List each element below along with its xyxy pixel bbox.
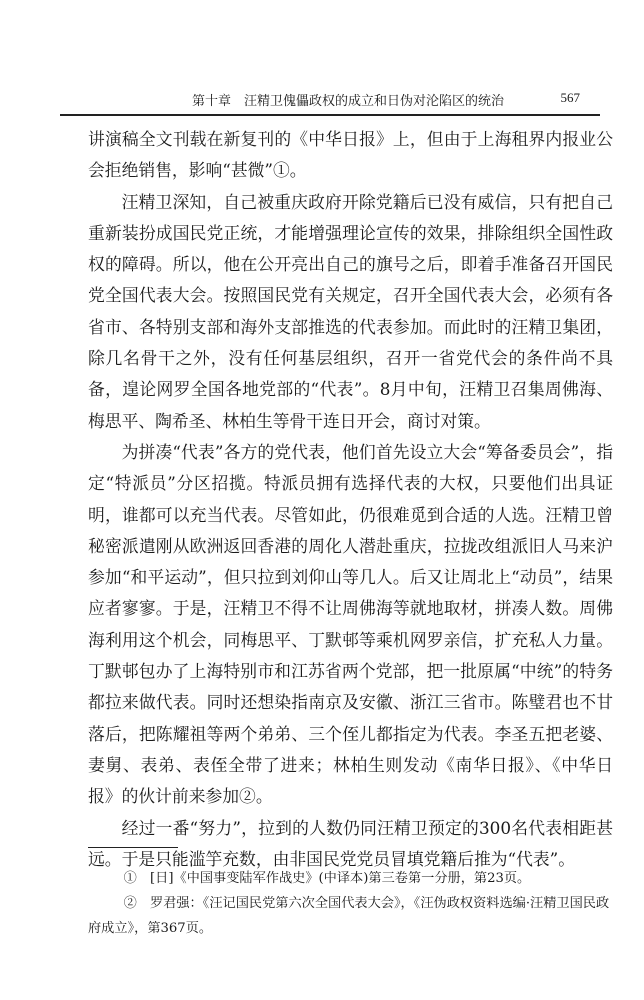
footnote: ② 罗君强：《汪记国民党第六次全国代表大会》，《汪伪政权资料选编·汪精卫国民政府成立》，第367页。 (88, 896, 610, 936)
paragraph: 讲演稿全文刊载在新复刊的《中华日报》上，但由于上海租界内报业公会拒绝销售，影响“甚微”①。 (88, 129, 613, 181)
paragraph: 为拼凑“代表”各方的党代表，他们首先设立大会“筹备委员会”，指定“特派员”分区招揽。特派员拥有选择代表的大权，只要他们出具证明，谁都可以充当代表。尽管如此，仍很难觅到合适的人选。汪精卫曾秘密派遣刚从欧洲返回香港的周化人潜赴重庆，拉拢改组派旧人马来沪参加“和平运动”，但只拉到刘仰山等几人。后又让周北上“动员”，结果应者寥寥。于是，汪精卫不得不让周佛海等就地取材，拼凑人数。周佛海利用这个机会，同梅思平、丁默邨等乘机网罗亲信，扩充私人力量。丁默邨包办了上海特别市和江苏省两个党部，把一批原属“中统”的特务都拉来做代表。同时还想染指南京及安徽、浙江三省市。陈璧君也不甘落后，把陈耀祖等两个弟弟、三个侄儿都指定为代表。李圣五把老婆、妻舅、表弟、表侄全带了进来；林柏生则发动《南华日报》、《中华日报》的伙计前来参加②。 (88, 441, 613, 807)
page-number: 567 (560, 90, 580, 105)
footnotes (88, 866, 613, 941)
main-text (88, 124, 613, 875)
footnote: ① [日]《中国事变陆军作战史》(中译本)第三卷第一分册，第23页。 (123, 871, 531, 886)
footnote-divider (88, 847, 178, 848)
running-header (60, 80, 600, 116)
paragraph: 汪精卫深知，自己被重庆政府开除党籍后已没有威信，只有把自己重新装扮成国民党正统，才能增强理论宣传的效果，排除组织全国性政权的障碍。所以，他在公开亮出自己的旗号之后，即着手准备召开国民党全国代表大会。按照国民党有关规定，召开全国代表大会，必须有各省市、各特别支部和海外支部推选的代表参加。而此时的汪精卫集团，除几名骨干之外，没有任何基层组织，召开一省党代会的条件尚不具备，遑论网罗全国各地党部的“代表”。8月中旬，汪精卫召集周佛海、梅思平、陶希圣、林柏生等骨干连日开会，商讨对策。 (88, 191, 613, 431)
paragraph: 经过一番“努力”，拉到的人数仍同汪精卫预定的300名代表相距甚远。于是只能滥竽充数，由非国民党党员冒填党籍后推为“代表”。 (88, 817, 613, 869)
chapter-title: 第十章 汪精卫傀儡政权的成立和日伪对沦陷区的统治 (192, 94, 505, 109)
